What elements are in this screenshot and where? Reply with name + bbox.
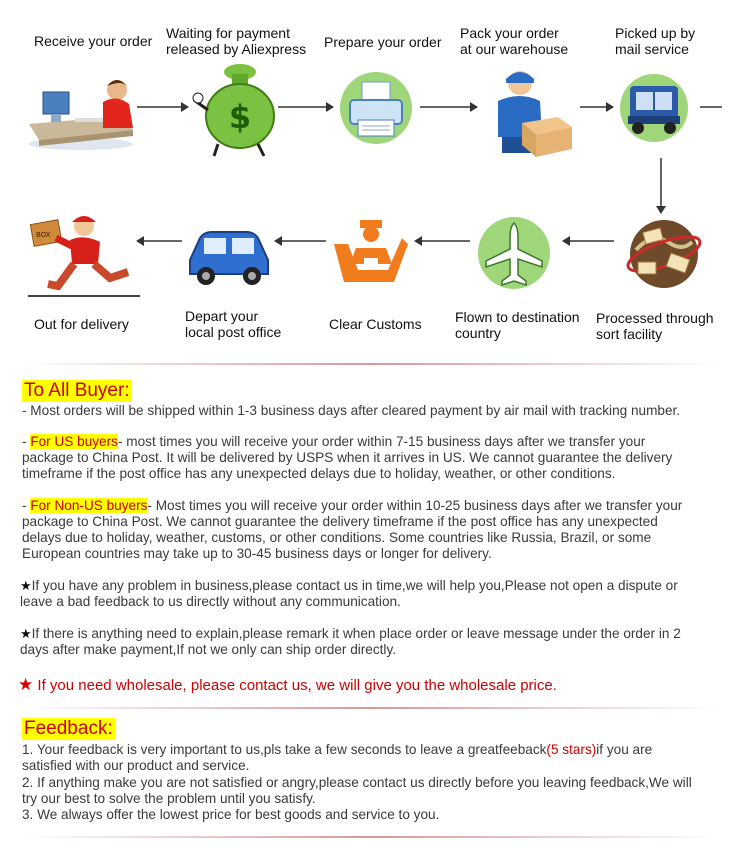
- buyer-shipping-note: - Most orders will be shipped within 1-3 business days after cleared payment by air mail with tracking number.: [22, 403, 681, 418]
- mail-truck-icon: [614, 72, 694, 144]
- flow-arrow-3: [420, 100, 478, 114]
- section-divider-bottom: [22, 836, 720, 838]
- flow-arrow-8: [274, 234, 326, 248]
- step-waiting-label: Waiting for payment released by Aliexpress: [166, 25, 307, 57]
- computer-desk-icon: [25, 72, 137, 152]
- customs-officer-icon: [330, 218, 410, 286]
- red-star-icon: ★: [18, 675, 34, 694]
- money-bag-icon: [188, 60, 278, 158]
- buyer-non-us-note: - For Non-US buyers- Most times you will receive your order within 10-25 business days after we transfer your package to China Post. We cannot guarantee the delivery timeframe if the post office has any unexpected delays due to holiday, weather, customs, or other conditions. Some countries like Russia, Brazil, or some European countries may take up to 30-45 business days or longer for delivery.: [22, 498, 683, 561]
- flow-arrow-1: [137, 100, 189, 114]
- step-picked-label: Picked up by mail service: [615, 25, 696, 57]
- printer-icon: [334, 70, 418, 146]
- globe-mail-icon: [622, 212, 706, 296]
- flow-arrow-7: [414, 234, 470, 248]
- section-divider-middle: [22, 707, 720, 709]
- flow-arrow-9: [136, 234, 182, 248]
- wholesale-note: ★ If you need wholesale, please contact us, we will give you the wholesale price.: [18, 675, 557, 694]
- flow-arrow-6: [562, 234, 614, 248]
- flow-arrow-5: [700, 100, 724, 114]
- buyer-heading: To All Buyer:: [24, 380, 130, 401]
- airplane-icon: [474, 213, 554, 293]
- feedback-heading: Feedback:: [24, 718, 113, 739]
- svg-text:$: $: [228, 98, 252, 136]
- step-flown-label: Flown to destination country: [455, 309, 580, 341]
- delivery-man-icon: [24, 208, 144, 302]
- remark-note: ★If there is anything need to explain,please remark it when place order or leave message under the order in 2 days after make payment,If not we only can ship order directly.: [20, 626, 681, 657]
- feedback-item-1: 1. Your feedback is very important to us,pls take a few seconds to leave a greatfeeback(5 stars)if you are satisfied with our product and service.: [22, 742, 653, 773]
- step-receive-label: Receive your order: [34, 33, 153, 49]
- step-prepare-label: Prepare your order: [324, 34, 442, 50]
- step-delivery-label: Out for delivery: [34, 316, 129, 332]
- contact-note: ★If you have any problem in business,please contact us in time,we will help you,Please not open a dispute or leave a bad feedback to us directly without any communication.: [20, 578, 678, 609]
- star-icon: ★: [20, 626, 32, 641]
- five-stars-highlight: (5 stars): [546, 742, 597, 757]
- flow-arrow-4: [580, 100, 614, 114]
- non-us-buyers-tag: For Non-US buyers: [30, 498, 148, 513]
- flow-arrow-2: [278, 100, 334, 114]
- us-buyers-tag: For US buyers: [30, 434, 118, 449]
- svg-text:BOX: BOX: [36, 231, 51, 239]
- buyer-us-note: - For US buyers- most times you will receive your order within 7-15 business days after we transfer your package to China Post. It will be delivered by USPS when it arrives in US. We cannot guarantee the delivery timeframe if the post office has any unexpected delays due to holiday, weather, or other conditions.: [22, 434, 673, 481]
- step-pack-label: Pack your order at our warehouse: [460, 25, 569, 57]
- feedback-item-3: 3. We always offer the lowest price for best goods and service to you.: [22, 807, 440, 822]
- section-divider-top: [22, 363, 720, 365]
- step-customs-label: Clear Customs: [329, 316, 422, 332]
- step-sort-label: Processed through sort facility: [596, 310, 714, 342]
- star-icon: ★: [20, 578, 32, 593]
- car-icon: [182, 226, 272, 288]
- feedback-item-2: 2. If anything make you are not satisfied or angry,please contact us directly before you leaving feedback,We will try our best to solve the problem until you satisfy.: [22, 775, 692, 806]
- flow-arrow-down: [654, 158, 668, 214]
- step-depart-label: Depart your local post office: [185, 308, 282, 340]
- warehouse-worker-icon: [480, 65, 578, 165]
